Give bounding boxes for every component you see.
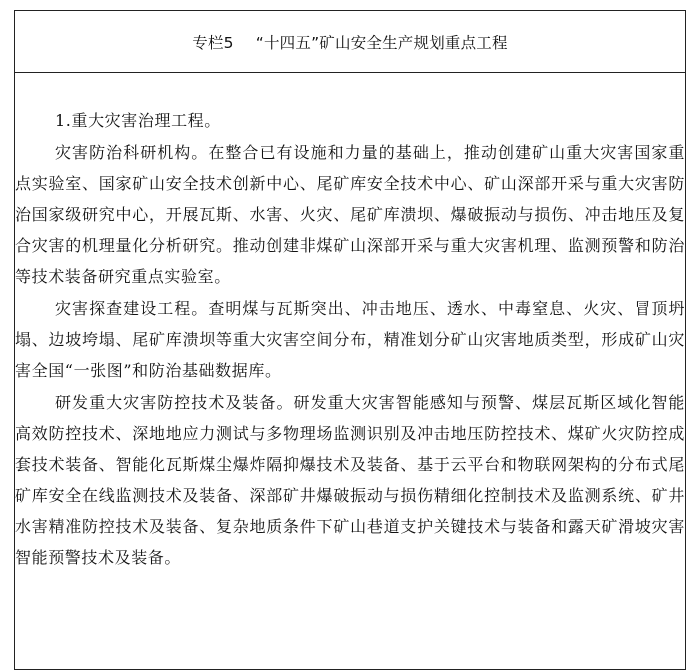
section-heading: 1.重大灾害治理工程。 [55, 111, 221, 130]
box-body [15, 73, 685, 573]
paragraph-tech-equipment: 研发重大灾害防控技术及装备。研发重大灾害智能感知与预警、煤层瓦斯区域化智能高效防控技术、深地地应力测试与多物理场监测识别及冲击地压防控技术、煤矿火灾防控成套技术装备、智能化瓦斯煤尘爆炸隔抑爆技术及装备、基于云平台和物联网架构的分布式尾矿库安全在线监测技术及装备、深部矿井爆破振动与损伤精细化控制技术及监测系统、矿井水害精准防控技术及装备、复杂地质条件下矿山巷道支护关键技术与装备和露天矿滑坡灾害智能预警技术及装备。 [15, 393, 685, 567]
box-header [15, 11, 685, 73]
box-label: 专栏5 [192, 33, 234, 52]
feature-box [14, 10, 686, 670]
box-title: “十四五”矿山安全生产规划重点工程 [255, 33, 508, 52]
paragraph-hazard-survey: 灾害探查建设工程。查明煤与瓦斯突出、冲击地压、透水、中毒窒息、火灾、冒顶坍塌、边坡垮塌、尾矿库溃坝等重大灾害空间分布，精准划分矿山灾害地质类型，形成矿山灾害全国“一张图”和防治基础数据库。 [15, 299, 685, 380]
paragraph-research-institutions: 灾害防治科研机构。在整合已有设施和力量的基础上，推动创建矿山重大灾害国家重点实验室、国家矿山安全技术创新中心、尾矿库安全技术中心、矿山深部开采与重大灾害防治国家级研究中心，开展瓦斯、水害、火灾、尾矿库溃坝、爆破振动与损伤、冲击地压及复合灾害的机理量化分析研究。推动创建非煤矿山深部开采与重大灾害机理、监测预警和防治等技术装备研究重点实验室。 [15, 143, 685, 286]
